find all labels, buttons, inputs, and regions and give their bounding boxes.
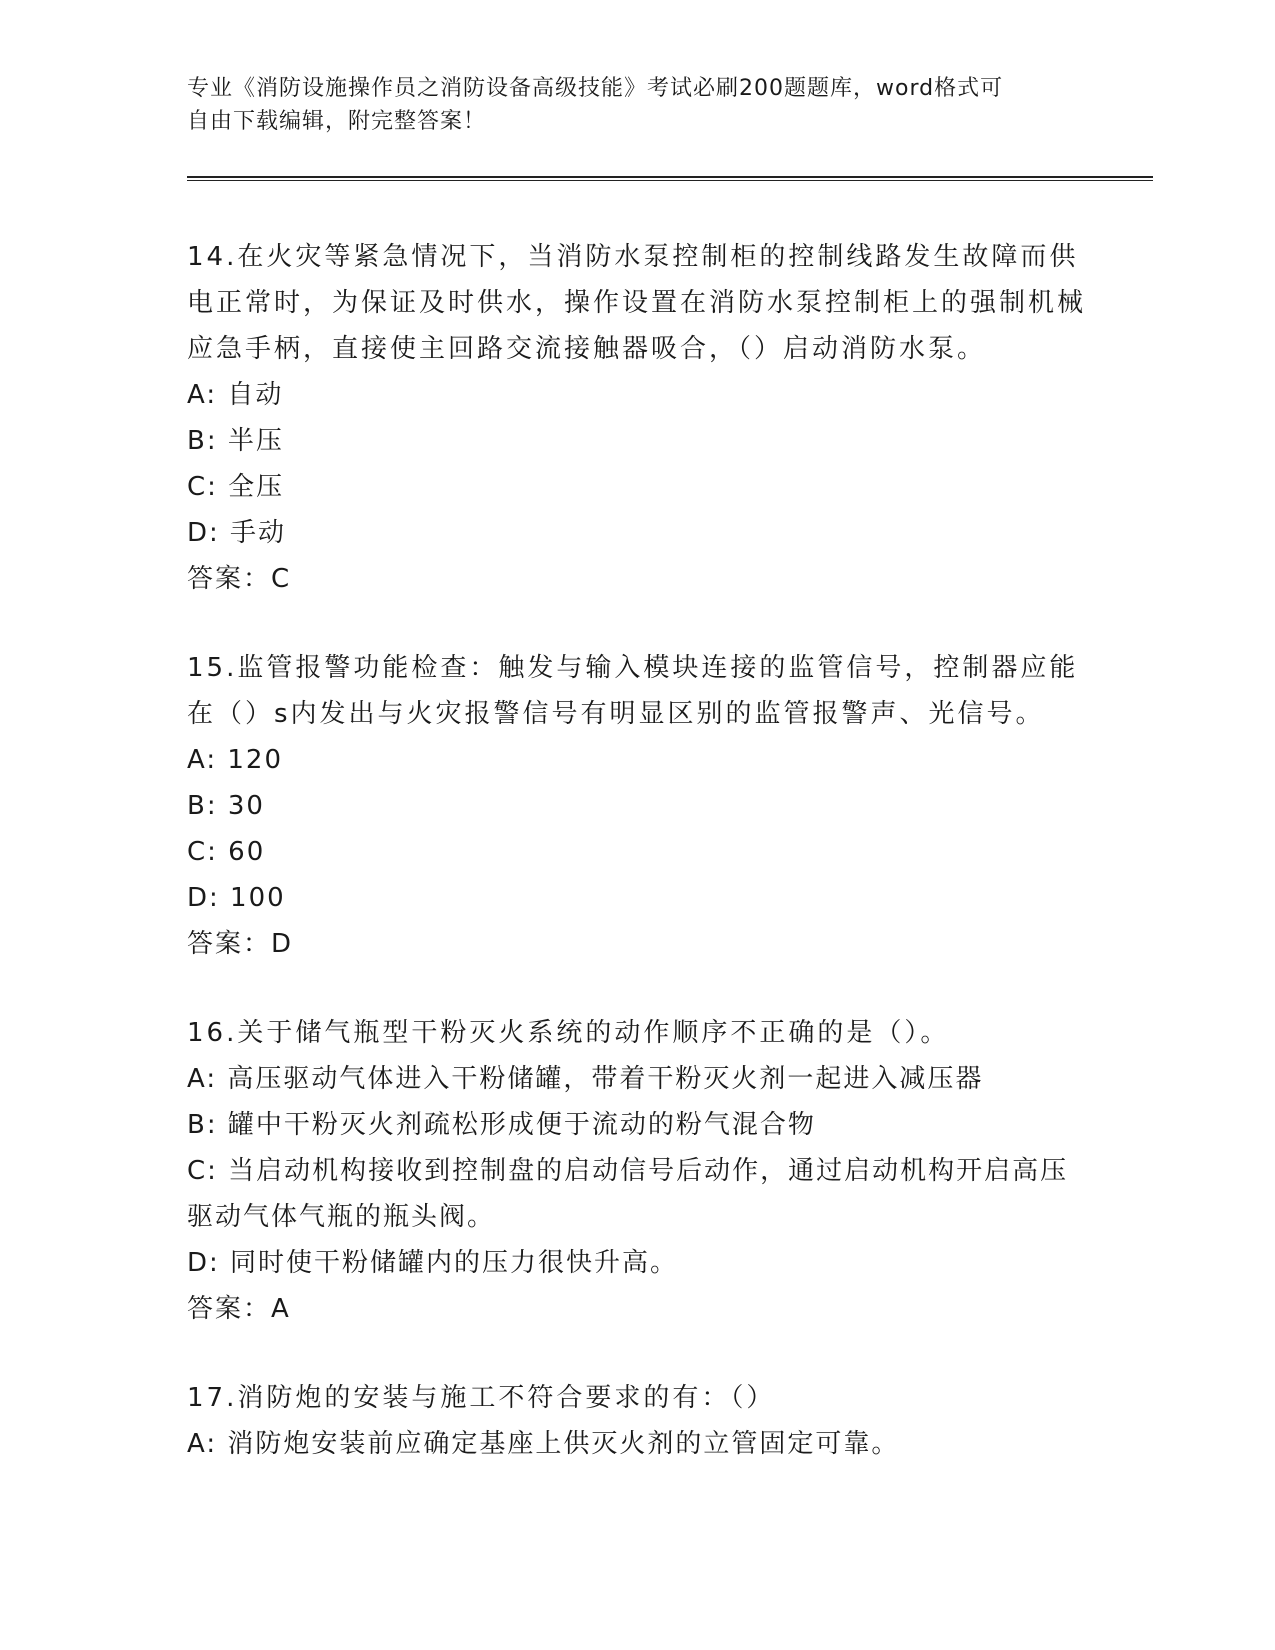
question-15	[187, 645, 1087, 967]
option-d: D: 100	[187, 883, 286, 913]
answer: 答案：A	[187, 1294, 291, 1324]
question-text: 17.消防炮的安装与施工不符合要求的有：（）	[187, 1383, 776, 1413]
question-14	[187, 234, 1087, 602]
option-b: B: 半压	[187, 426, 284, 456]
question-list	[187, 234, 1087, 1510]
option-c: C: 当启动机构接收到控制盘的启动信号后动作，通过启动机构开启高压驱动气体气瓶的瓶头阀。	[187, 1156, 1069, 1232]
option-b: B: 罐中干粉灭火剂疏松形成便于流动的粉气混合物	[187, 1110, 816, 1140]
option-d: D: 同时使干粉储罐内的压力很快升高。	[187, 1248, 679, 1278]
question-text: 16.关于储气瓶型干粉灭火系统的动作顺序不正确的是（）。	[187, 1018, 950, 1048]
header-divider	[187, 176, 1153, 181]
question-16	[187, 1010, 1087, 1332]
option-c: C: 60	[187, 837, 266, 867]
option-a: A: 消防炮安装前应确定基座上供灭火剂的立管固定可靠。	[187, 1429, 900, 1459]
header-line-2: 自由下载编辑，附完整答案！	[187, 109, 487, 134]
header-line-1: 专业《消防设施操作员之消防设备高级技能》考试必刷200题题库，word格式可	[187, 76, 1004, 101]
option-a: A: 120	[187, 745, 283, 775]
answer: 答案：C	[187, 564, 292, 594]
option-d: D: 手动	[187, 518, 287, 548]
answer: 答案：D	[187, 929, 294, 959]
option-c: C: 全压	[187, 472, 285, 502]
option-b: B: 30	[187, 791, 265, 821]
option-a: A: 高压驱动气体进入干粉储罐，带着干粉灭火剂一起进入减压器	[187, 1064, 984, 1094]
question-text: 15.监管报警功能检查：触发与输入模块连接的监管信号，控制器应能在（）s内发出与火灾报警信号有明显区别的监管报警声、光信号。	[187, 653, 1079, 729]
page-header	[187, 72, 1087, 138]
option-a: A: 自动	[187, 380, 284, 410]
question-17	[187, 1375, 1087, 1467]
question-text: 14.在火灾等紧急情况下，当消防水泵控制柜的控制线路发生故障而供电正常时，为保证及时供水，操作设置在消防水泵控制柜上的强制机械应急手柄，直接使主回路交流接触器吸合，（）启动消防水泵。	[187, 242, 1087, 364]
